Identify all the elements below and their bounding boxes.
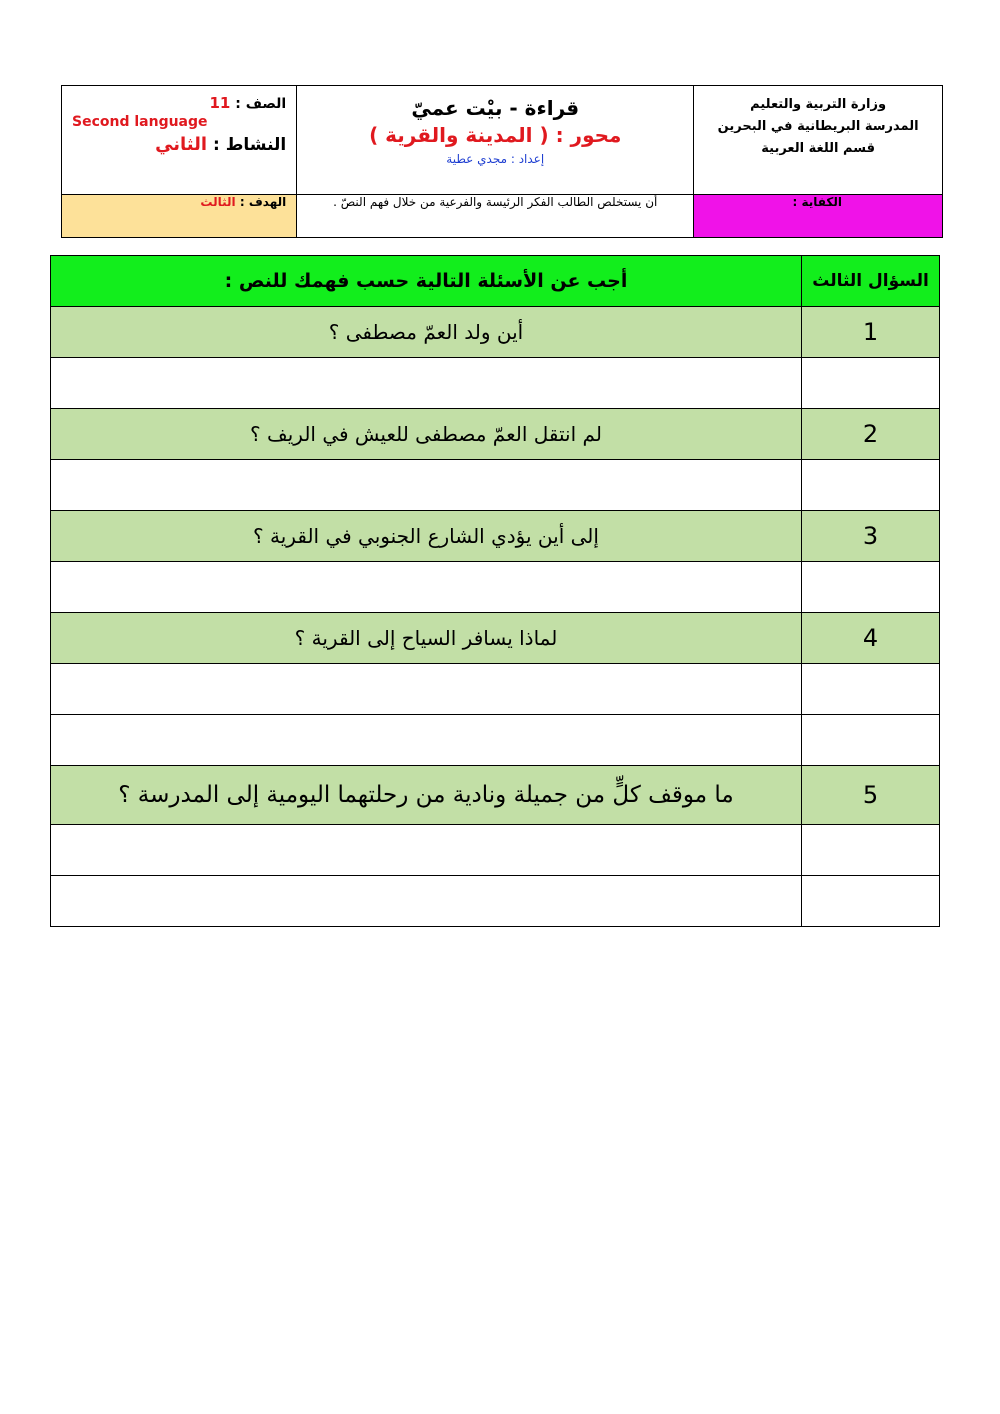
question-text: ما موقف كلٍّ من جميلة ونادية من رحلتهما اليومية إلى المدرسة ؟ (51, 766, 802, 825)
answer-row (51, 715, 940, 766)
answer-row (51, 460, 940, 511)
answer-field[interactable] (51, 715, 802, 766)
question-number: 1 (802, 307, 940, 358)
second-language-label: Second language (72, 114, 208, 130)
goal-value: الثالث (200, 195, 236, 209)
question-text: أين ولد العمّ مصطفى ؟ (51, 307, 802, 358)
lesson-title-cell (297, 86, 694, 195)
objective-text: أن يستخلص الطالب الفكر الرئيسة والفرعية من خلال فهم النصّ . (297, 195, 694, 238)
question-row (51, 766, 940, 825)
activity (72, 131, 286, 159)
question-row (51, 613, 940, 664)
questions-table (50, 255, 940, 927)
prepared-by: إعداد : مجدي عطية (446, 152, 545, 166)
question-text: لماذا يسافر السياح إلى القرية ؟ (51, 613, 802, 664)
ministry-line: وزارة التربية والتعليم (750, 97, 887, 112)
grade-info (62, 86, 297, 195)
answer-field[interactable] (51, 876, 802, 927)
answer-number-cell (802, 664, 940, 715)
grade (72, 94, 286, 113)
question-row (51, 511, 940, 562)
answer-field[interactable] (51, 825, 802, 876)
questions-instruction: أجب عن الأسئلة التالية حسب فهمك للنص : (51, 256, 802, 307)
answer-number-cell (802, 825, 940, 876)
goal-cell (62, 195, 297, 238)
competency-label: الكفاية : (792, 195, 842, 209)
answer-field[interactable] (51, 664, 802, 715)
answer-row (51, 664, 940, 715)
answer-number-cell (802, 715, 940, 766)
answer-number-cell (802, 876, 940, 927)
activity-value: الثاني (155, 134, 208, 155)
grade-label: الصف : (235, 96, 287, 112)
question-row (51, 409, 940, 460)
question-number: 3 (802, 511, 940, 562)
answer-field[interactable] (51, 358, 802, 409)
school-line: المدرسة البريطانية في البحرين (717, 119, 919, 134)
department-line: قسم اللغة العربية (761, 141, 875, 156)
worksheet-header (61, 85, 943, 238)
goal-label: الهدف : (239, 195, 287, 209)
answer-row (51, 562, 940, 613)
question-number: 2 (802, 409, 940, 460)
question-row (51, 307, 940, 358)
answer-number-cell (802, 358, 940, 409)
competency-cell (694, 195, 943, 238)
answer-number-cell (802, 460, 940, 511)
answer-number-cell (802, 562, 940, 613)
question-section-label: السؤال الثالث (802, 256, 940, 307)
answer-row (51, 825, 940, 876)
answer-field[interactable] (51, 562, 802, 613)
question-text: إلى أين يؤدي الشارع الجنوبي في القرية ؟ (51, 511, 802, 562)
answer-field[interactable] (51, 460, 802, 511)
answer-row (51, 876, 940, 927)
activity-label: النشاط : (213, 135, 287, 155)
lesson-title: قراءة - بيْت عميّ (411, 96, 580, 120)
questions-header-row (51, 256, 940, 307)
grade-value: 11 (209, 94, 231, 112)
question-text: لم انتقل العمّ مصطفى للعيش في الريف ؟ (51, 409, 802, 460)
answer-row (51, 358, 940, 409)
question-number: 4 (802, 613, 940, 664)
ministry-info (694, 86, 943, 195)
lesson-axis: محور : ( المدينة والقرية ) (369, 123, 622, 147)
question-number: 5 (802, 766, 940, 825)
